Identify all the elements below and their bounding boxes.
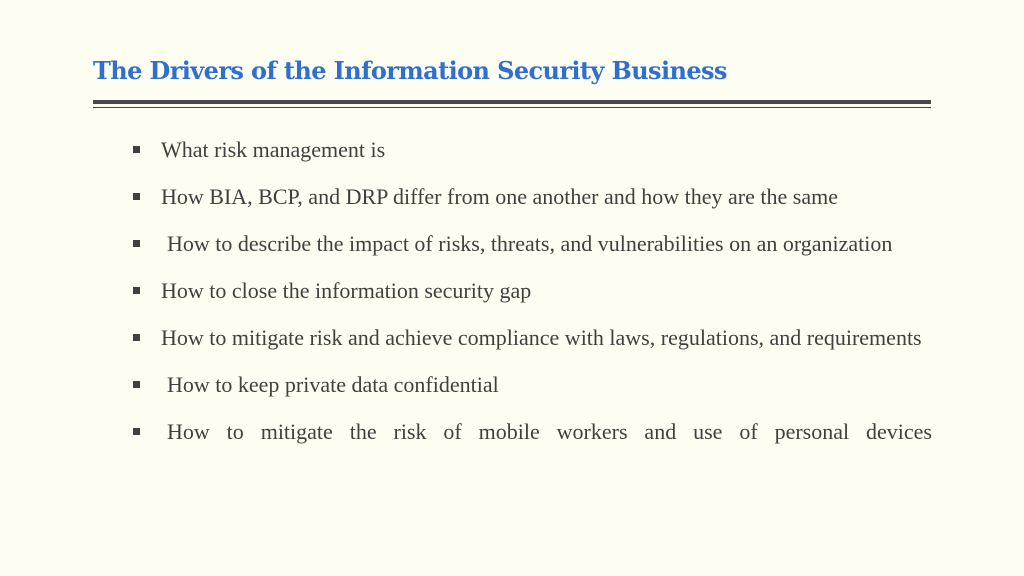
square-bullet-icon bbox=[133, 334, 140, 341]
title-divider-thick bbox=[93, 100, 931, 104]
square-bullet-icon bbox=[133, 240, 140, 247]
bullet-text: How to mitigate risk and achieve compliance with laws, regulations, and requirements bbox=[161, 325, 922, 350]
square-bullet-icon bbox=[133, 428, 140, 435]
square-bullet-icon bbox=[133, 287, 140, 294]
bullet-list bbox=[132, 136, 932, 465]
bullet-item bbox=[132, 277, 932, 305]
bullet-text: How to describe the impact of risks, threats, and vulnerabilities on an organization bbox=[167, 231, 893, 256]
title-divider-thin bbox=[93, 107, 931, 108]
bullet-text: How to mitigate the risk of mobile workers and use of personal devices bbox=[167, 419, 932, 444]
bullet-item bbox=[132, 418, 932, 446]
bullet-item bbox=[132, 324, 932, 352]
square-bullet-icon bbox=[133, 146, 140, 153]
bullet-text: How to keep private data confidential bbox=[167, 372, 499, 397]
bullet-item bbox=[132, 136, 932, 164]
bullet-text: How to close the information security gap bbox=[161, 278, 532, 303]
bullet-item bbox=[132, 183, 932, 211]
bullet-text: How BIA, BCP, and DRP differ from one another and how they are the same bbox=[161, 184, 838, 209]
bullet-item bbox=[132, 230, 932, 258]
square-bullet-icon bbox=[133, 381, 140, 388]
bullet-text: What risk management is bbox=[161, 137, 386, 162]
bullet-item bbox=[132, 371, 932, 399]
square-bullet-icon bbox=[133, 193, 140, 200]
slide-title: The Drivers of the Information Security Business bbox=[93, 56, 727, 85]
